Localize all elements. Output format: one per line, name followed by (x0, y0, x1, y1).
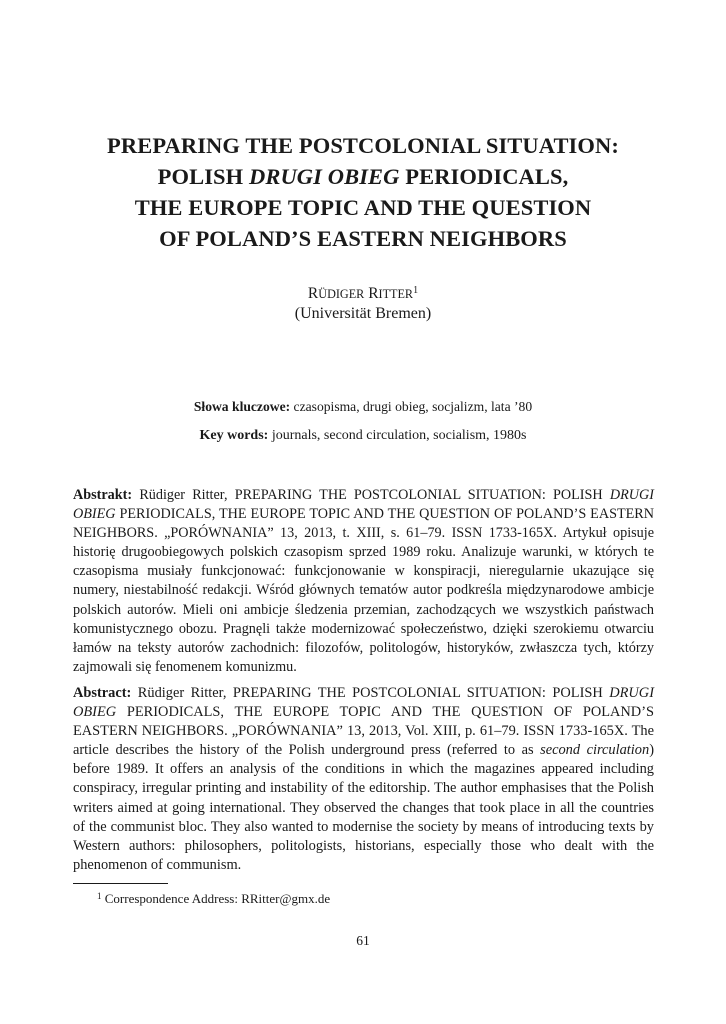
abstract-english-italic-1: DRUGI OBIEG (73, 685, 654, 721)
abstract-english-italic-2: second circulation (540, 742, 650, 759)
author-affiliation: (Universität Bremen) (294, 305, 432, 322)
title-line-1: PREPARING THE POSTCOLONIAL SITUATION: (107, 133, 619, 158)
abstract-english-text-2: PERIODICALS, THE EUROPE TOPIC AND THE QUESTION OF POLAND’S EASTERN NEIGHBORS. „PORÓWNANIA” 13, 2013, Vol. XIII, p. 61–79. ISSN 1733-165X. The article describes the history of the Polish underground press (referred to as (73, 704, 654, 759)
title-line-3: THE EUROPE TOPIC AND THE QUESTION (134, 195, 592, 220)
title-line-2-post: PERIODICALS, (399, 164, 569, 189)
abstract-polish-text-1: Rüdiger Ritter, PREPARING THE POSTCOLONIAL SITUATION: POLISH (132, 487, 610, 503)
footnote-mark: 1 (97, 891, 102, 901)
abstract-polish (73, 486, 654, 677)
footnote-separator (73, 883, 168, 884)
keywords-polish (0, 398, 726, 416)
title-line-2 (60, 161, 666, 192)
title-line-4: OF POLAND’S EASTERN NEIGHBORS (159, 226, 567, 251)
abstract-english-label: Abstract: (73, 685, 132, 701)
keywords-polish-text: czasopisma, drugi obieg, socjalizm, lata ’80 (290, 399, 533, 414)
abstract-english-text-1: Rüdiger Ritter, PREPARING THE POSTCOLONIAL SITUATION: POLISH (131, 685, 610, 701)
abstract-polish-label: Abstrakt: (73, 487, 133, 503)
keywords-english-text: journals, second circulation, socialism, 1980s (268, 428, 527, 443)
footnote (97, 891, 330, 907)
abstract-english-text-3: ) before 1989. It offers an analysis of the conditions in which the magazines appeared including conspiracy, irregular printing and instability of the editorship. The author emphasises that the Polish writers aimed at going international. They observed the changes that took place in all the countries of the communist bloc. They also wanted to modernise the society by means of introducing texts by Western authors: philosophers, politologists, historians, especially those who dealt with the phenomenon of communism. (73, 742, 654, 873)
keywords-english-label: Key words: (199, 428, 269, 443)
abstract-english (73, 684, 654, 875)
keywords-polish-label: Słowa kluczowe: (193, 399, 291, 414)
article-title (60, 130, 666, 254)
page-number: 61 (356, 933, 370, 948)
author-footnote-mark: 1 (413, 285, 419, 296)
title-line-2-pre: POLISH (157, 164, 249, 189)
abstract-polish-text-2: PERIODICALS, THE EUROPE TOPIC AND THE QUESTION OF POLAND’S EASTERN NEIGHBORS. „PORÓWNANIA” 13, 2013, t. XIII, s. 61–79. ISSN 1733-165X. Artykuł opisuje historię drugoobiegowych polskich czasopism sprzed 1989 roku. Analizuje warunki, w których te czasopisma musiały funkcjonować: funkcjonowanie w konspiracji, nieregularnie ukazujące się numery, niestabilność redakcji. Wśród głównych tematów autor podkreśla międzynarodowe ambicje polskich autorów. Mieli oni ambicje śledzenia przemian, zachodzących we wszystkich państwach komunistycznego obozu. Pragnęli także modernizować społeczeństwo, dzięki szerokiemu otwarciu łamów na teksty autorów zachodnich: filozofów, politologów, historyków, zwłaszcza tych, którzy zajmowali się fenomenem komunizmu. (73, 506, 654, 675)
keywords-english (0, 427, 726, 445)
author-block (0, 284, 726, 324)
title-italic-term: DRUGI OBIEG (249, 164, 400, 189)
abstract-polish-italic: DRUGI OBIEG (73, 487, 654, 523)
footnote-text: Correspondence Address: RRitter@gmx.de (101, 891, 331, 906)
author-name: RÜDIGER RITTER$^1$ (307, 285, 419, 302)
